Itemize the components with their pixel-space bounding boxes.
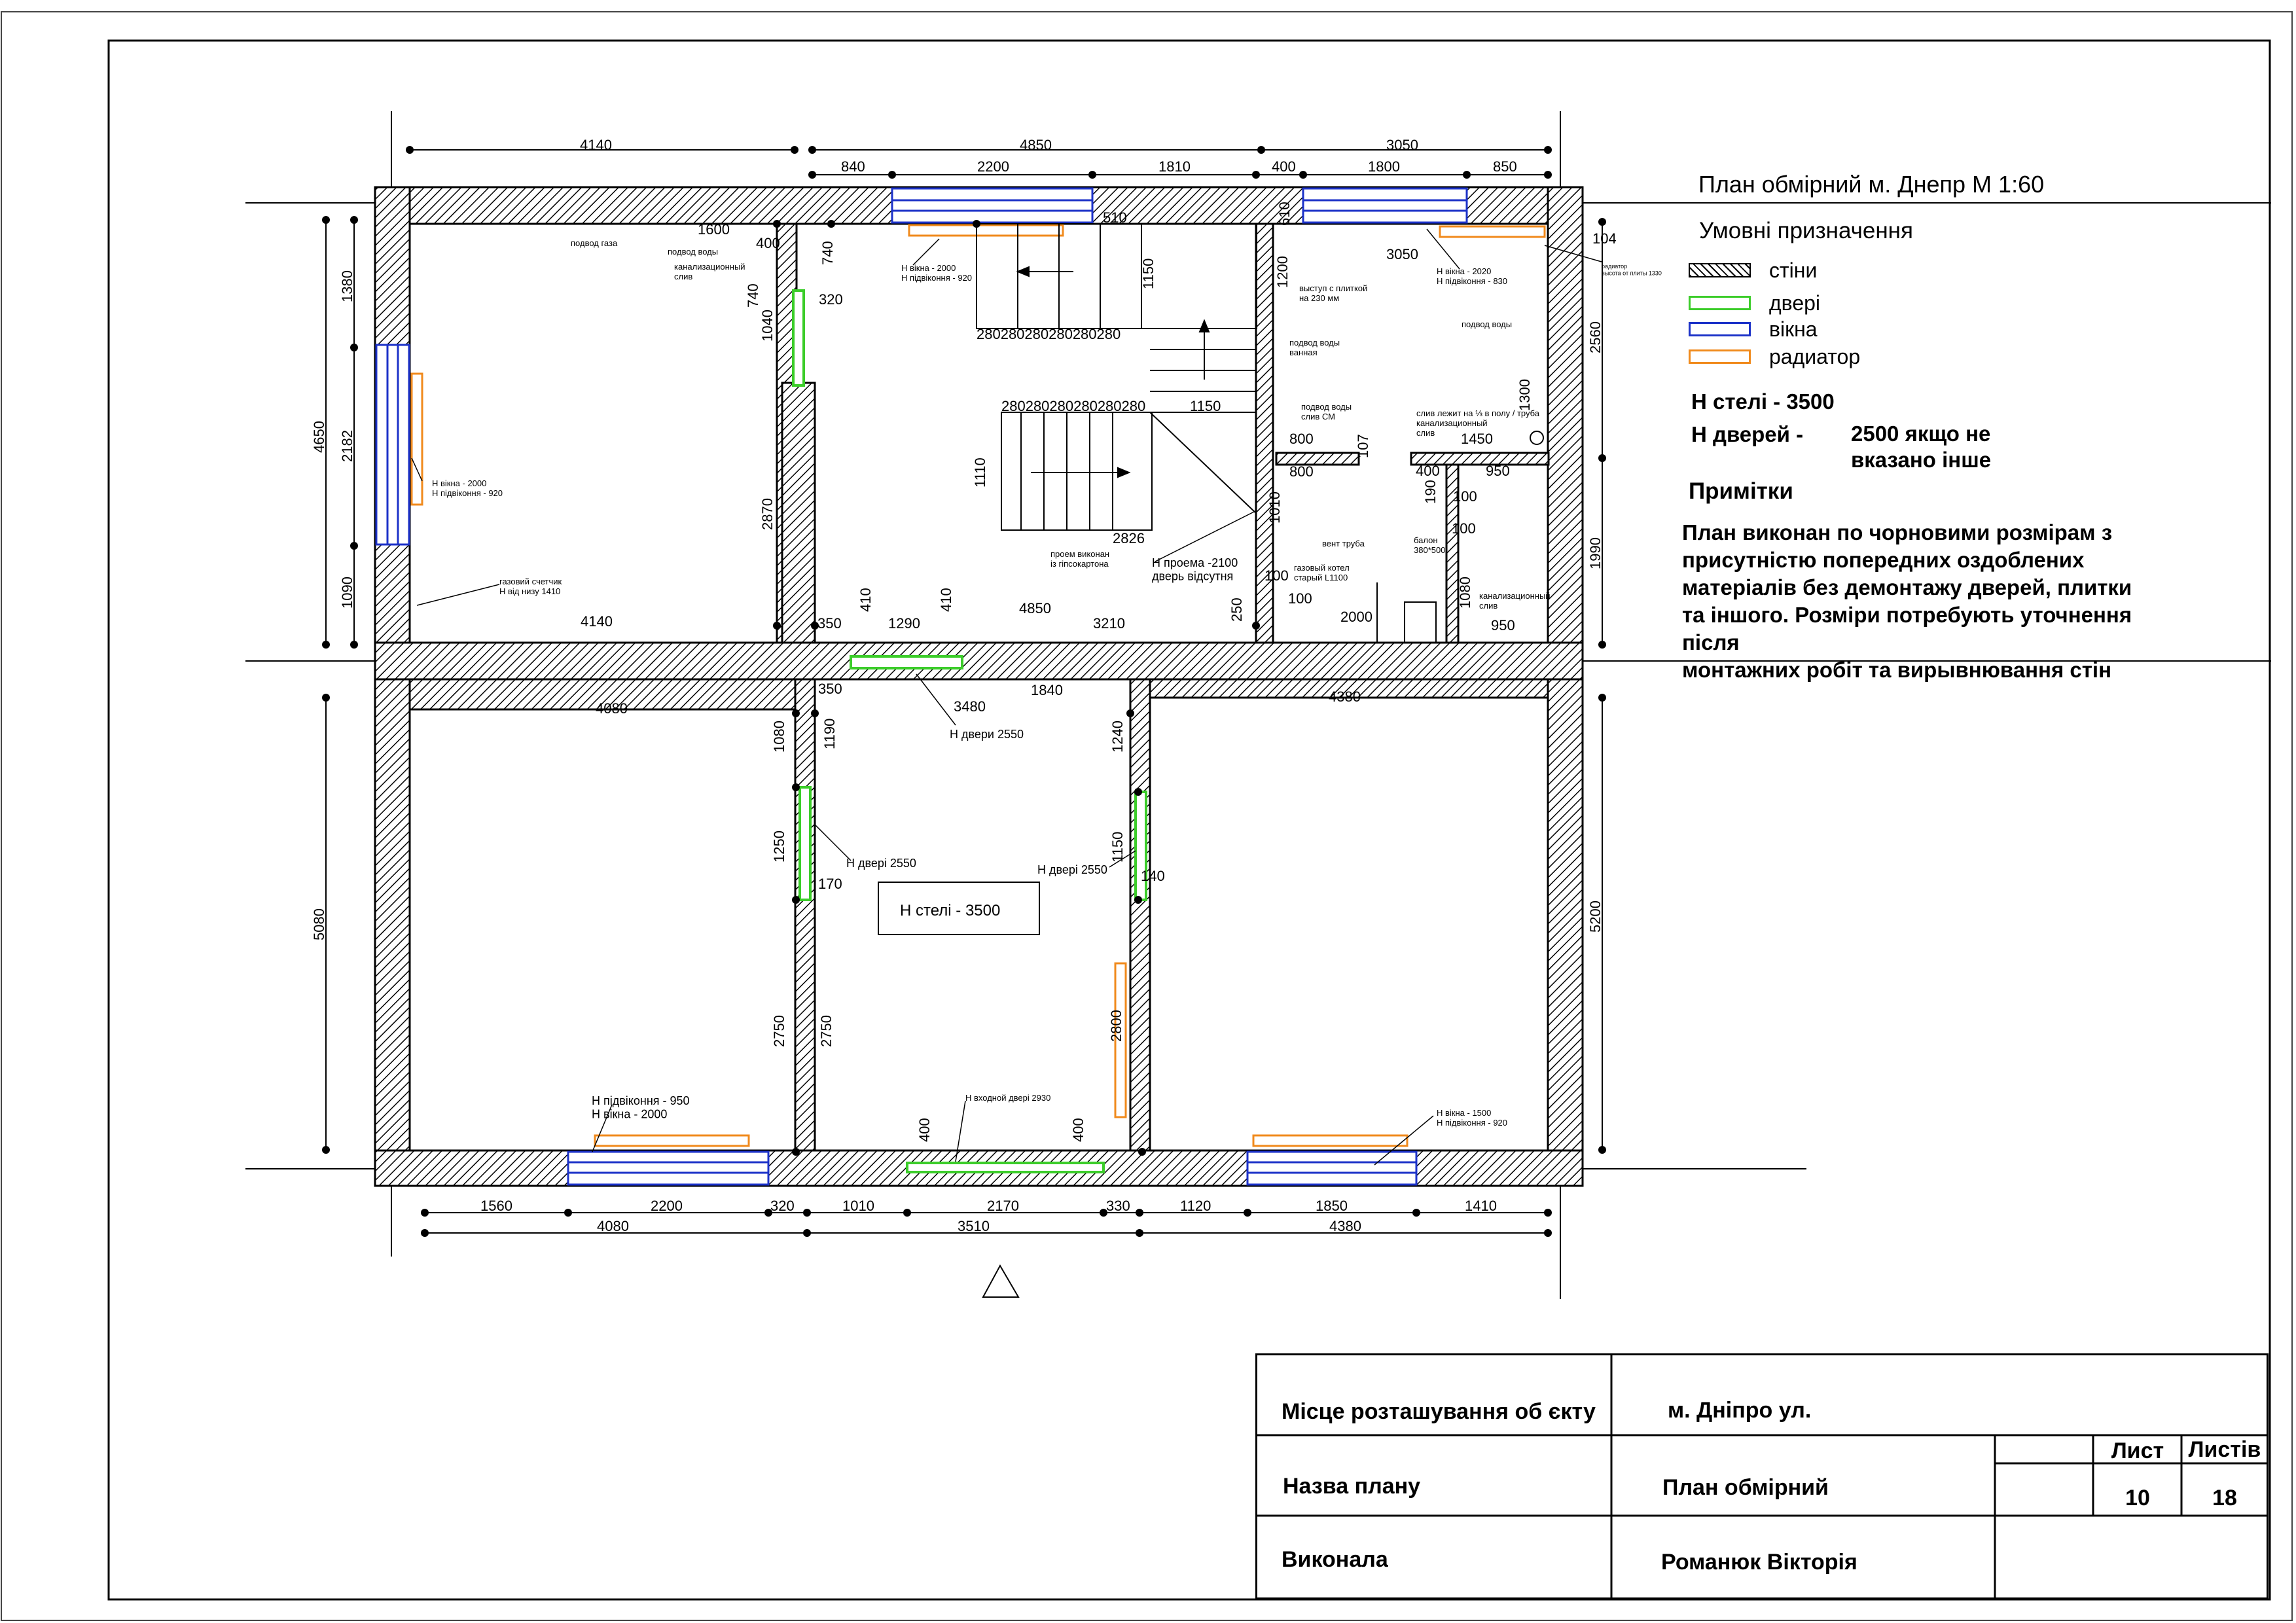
dim-bottom-10: 4080 [597,1218,629,1234]
annotation-text: канализационный слив [1479,591,1551,611]
window-line-icon [1689,322,1751,336]
annotation-text: Н двері 2550 [1037,863,1107,876]
radiator-line-icon [1689,349,1751,364]
dim-left-5: 5080 [311,908,327,940]
sheets-count: 18 [2212,1486,2237,1510]
dim-interior: 3480 [954,698,986,715]
ceiling-height: Н стелі - 3500 [1691,389,1835,414]
legend-label-doors: двері [1769,291,1821,315]
dim-interior: 170 [818,876,842,892]
annotation-text: Н вікна - 1500 Н підвіконня - 920 [1437,1108,1508,1128]
annotation-text: Н вікна - 2000 Н підвіконня - 920 [432,478,503,498]
dim-interior: 410 [938,588,954,612]
annotation-text: газовый котел старый L1100 [1294,563,1350,582]
dim-interior: 1250 [771,830,787,863]
annotation-text: балон 380*500 [1414,535,1446,555]
dim-interior: 1840 [1031,682,1063,698]
location-label: Місце розташування об єкту [1282,1399,1596,1424]
dim-interior: 3210 [1093,615,1125,632]
door-height-label: Н дверей - [1691,422,1804,446]
dim-interior: 280280280280280280 [1001,398,1146,414]
dim-left-1: 1380 [339,270,355,302]
dim-top-2: 4850 [1020,137,1052,153]
dim-interior: 610 [1276,202,1293,226]
annotation-text: Н двери 2550 [950,728,1024,741]
legend-item-doors [1689,290,1820,316]
annotation-text: газовий счетчик Н від низу 1410 [499,577,562,596]
dim-interior: 1150 [1190,398,1221,414]
sheet-label: Лист [2111,1438,2164,1463]
dim-bottom-12: 4380 [1329,1218,1361,1234]
dim-interior: 400 [916,1118,933,1142]
dim-interior: 1040 [759,310,776,342]
notes-heading: Примітки [1689,478,1793,504]
annotation-text: выступ с плиткой на 230 мм [1299,283,1368,303]
dim-interior: 740 [819,241,836,265]
dim-interior: 190 [1422,480,1439,504]
dim-top-7: 400 [1272,158,1296,175]
title-block [1255,1353,2269,1599]
dim-bottom-3: 320 [770,1198,795,1214]
dim-interior: 800 [1289,431,1314,447]
dim-interior: 104 [1592,230,1617,247]
dim-interior: 140 [1141,868,1165,884]
dim-interior: 280280280280280280 [977,326,1121,342]
dim-interior: 1450 [1461,431,1493,447]
legend-label-walls: стіни [1769,258,1818,282]
annotation-text: Н підвіконня - 950 Н вікна - 2000 [592,1094,690,1121]
north-arrow-triangle-icon [983,1266,1018,1297]
dim-interior: 950 [1486,463,1510,479]
dim-interior: 4140 [581,613,613,630]
annotation-text: вент труба [1322,539,1365,548]
legend-label-radiators: радиатор [1769,344,1861,368]
dim-interior: 1080 [771,721,787,753]
dim-interior: 2826 [1113,530,1145,546]
dim-bottom-7: 1120 [1180,1198,1211,1214]
dim-interior: 2750 [818,1015,834,1047]
annotation-line: канализационный [674,262,745,272]
dim-bottom-8: 1850 [1316,1198,1348,1214]
dim-interior: 2750 [771,1015,787,1047]
dim-interior: 250 [1229,597,1245,622]
dim-right-2: 1990 [1587,537,1604,569]
dim-top-3: 3050 [1386,137,1418,153]
notes-text: План виконан по чорновими розмірам з присутністю попередних оздоблених матеріалів без демонтажу дверей, плитки та іншого. Розміри потребують уточнення після монтажних робіт та вирывнювання стін [1682,520,2132,682]
dim-interior: 510 [1103,209,1127,226]
dim-top-9: 850 [1493,158,1517,175]
dim-top-5: 2200 [977,158,1009,175]
dim-top-1: 4140 [580,137,612,153]
dim-left-2: 4650 [311,421,327,453]
dim-interior: 350 [817,615,842,632]
annotation-text: Н вікна - 2020 Н підвіконня - 830 [1437,266,1508,286]
dim-left-4: 1090 [339,577,355,609]
stairs [977,224,1257,530]
dim-interior: 100 [1265,567,1289,584]
dim-bottom-4: 1010 [842,1198,874,1214]
dim-interior: 1010 [1266,491,1283,524]
door-height-value: 2500 якщо не вказано інше [1851,421,1992,472]
legend-heading: Умовні призначення [1699,218,1913,243]
dim-interior: 4380 [1329,688,1361,705]
author-label: Виконала [1282,1547,1388,1572]
door-line-icon [1689,296,1751,310]
dim-interior: 740 [745,283,761,308]
dim-interior: 107 [1355,434,1371,458]
wall-hatch-icon [1689,263,1751,277]
dim-interior: 320 [819,291,843,308]
legend-item-windows [1689,316,1818,342]
annotation-text: радиатор высота от плиты 1330 [1602,263,1662,277]
plan-name-value: План обмірний [1662,1475,1829,1500]
location-value: м. Дніпро ул. [1668,1398,1812,1423]
dim-interior: 1150 [1140,258,1157,289]
annotation-text: Н двері 2550 [846,857,916,870]
plan-title: План обмірний м. Днепр М 1:60 [1698,171,2045,198]
dim-top-4: 840 [841,158,865,175]
dim-interior: 410 [857,588,874,612]
dim-right-3: 5200 [1587,901,1604,933]
annotation-text: Н входной двері 2930 [965,1093,1051,1103]
dim-top-6: 1810 [1158,158,1191,175]
dim-bottom-9: 1410 [1465,1198,1497,1214]
dim-interior: 400 [756,235,780,251]
dim-bottom-6: 330 [1106,1198,1130,1214]
ceiling-label: Н стелі - 3500 [900,902,1001,919]
dim-interior: 100 [1452,520,1476,537]
dim-interior: 1600 [698,221,730,238]
dim-interior: 1110 [972,457,988,488]
dim-interior: 2800 [1108,1010,1124,1042]
dim-interior: 1300 [1516,379,1533,411]
dim-interior: 4850 [1019,600,1051,616]
author-value: Романюк Вікторія [1661,1550,1857,1575]
legend-item-radiators [1689,344,1860,370]
sheets-label: Листів [2188,1437,2261,1462]
dim-interior: 1240 [1109,721,1126,753]
annotation-text: слив лежит на ⅓ в полу / труба канализационный слив [1416,408,1540,438]
annotation-text: подвод воды слив СМ [1301,402,1352,421]
dim-interior: 2870 [759,498,776,530]
sheet-number: 10 [2125,1486,2150,1510]
dim-interior: 1150 [1109,831,1126,863]
annotation-text: канализационный слив [674,262,745,281]
dim-interior: 350 [818,681,842,697]
dim-interior: 800 [1289,463,1314,480]
dim-bottom-1: 1560 [480,1198,512,1214]
dim-interior: 4080 [596,700,628,717]
dim-interior: 950 [1491,617,1515,633]
annotation-text: Н проема -2100 дверь відсутня [1152,556,1238,583]
dim-top-8: 1800 [1368,158,1400,175]
dim-interior: 1200 [1274,256,1291,288]
dim-bottom-2: 2200 [651,1198,683,1214]
legend-item-walls [1689,257,1817,283]
dim-left-3: 2182 [339,430,355,462]
dim-interior: 3050 [1386,246,1418,262]
dim-interior: 400 [1070,1118,1086,1142]
annotation-text: подвод воды [1462,319,1513,329]
dim-interior: 400 [1416,463,1440,479]
annotation-text: проем виконан із гіпсокартона [1050,549,1110,569]
dim-interior: 2000 [1340,609,1372,625]
dim-bottom-11: 3510 [958,1218,990,1234]
dim-interior: 1080 [1457,577,1473,609]
annotation-text: подвод воды [668,247,719,257]
annotation-text: Н вікна - 2000 Н підвіконня - 920 [901,263,973,283]
dim-interior: 100 [1288,590,1312,607]
annotation-text: подвод воды ванная [1289,338,1340,357]
annotation-text: подвод газа [571,238,618,248]
dim-bottom-5: 2170 [987,1198,1019,1214]
plan-name-label: Назва плану [1283,1474,1421,1499]
dim-interior: 1290 [888,615,920,632]
dim-interior: 100 [1453,488,1477,505]
legend-label-windows: вікна [1769,317,1818,341]
dim-interior: 1190 [821,718,838,749]
dim-right-1: 2560 [1587,321,1604,353]
